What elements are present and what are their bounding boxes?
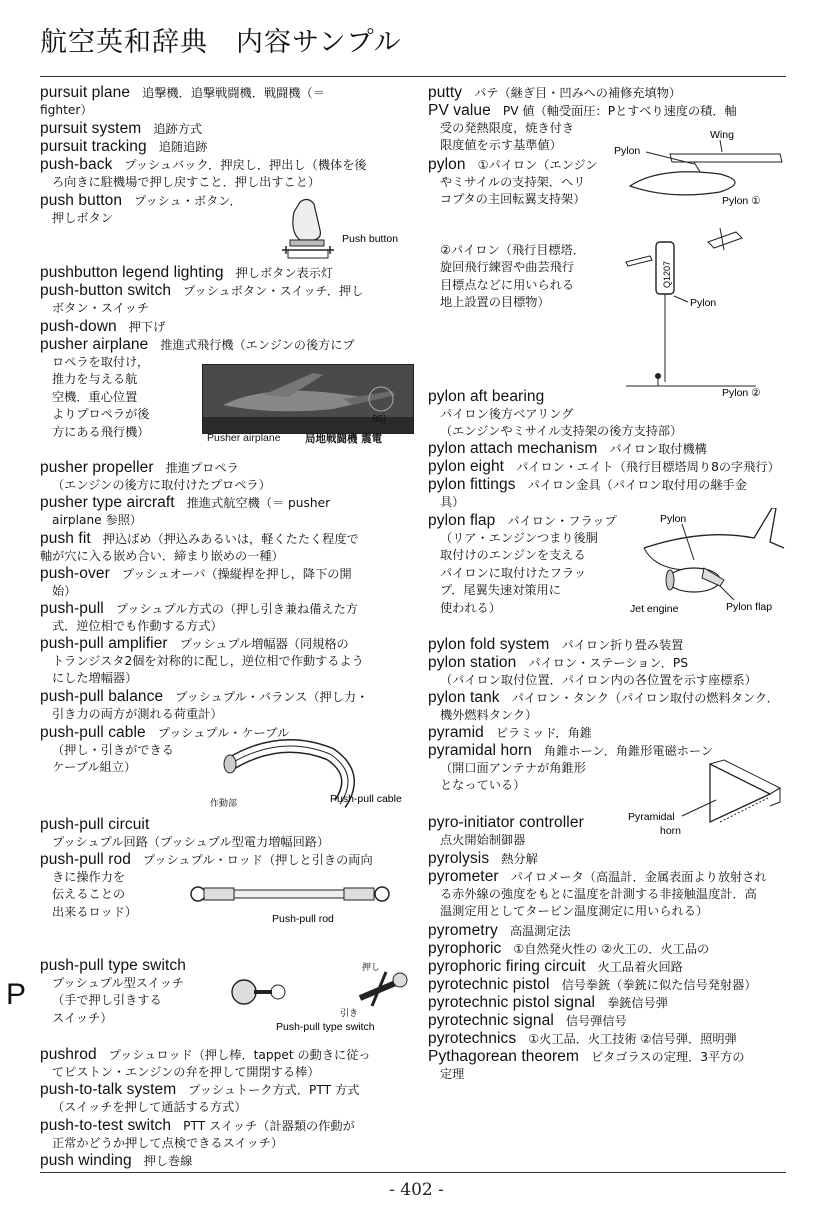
push-pull-cable-figure bbox=[190, 734, 410, 816]
headword: pyrotechnic signal bbox=[428, 1012, 554, 1029]
definition-cont: となっている） bbox=[440, 778, 526, 793]
definition-cont: （エンジンやミサイル支持架の後方支持部） bbox=[440, 424, 683, 439]
pyramidal-horn-figure bbox=[620, 758, 788, 840]
cable-end bbox=[224, 755, 236, 773]
entry bbox=[428, 510, 617, 617]
definition: 信号拳銃（拳銃に似た信号発射器） bbox=[561, 978, 757, 992]
definition: ①パイロン（エンジン bbox=[477, 158, 598, 172]
figure-label: Push-pull cable bbox=[330, 793, 402, 805]
definition-cont: 出来るロッド） bbox=[52, 904, 138, 919]
definition: パイロン・エイト（飛行目標塔周り8の字飛行） bbox=[516, 460, 780, 474]
headword: pyrotechnic pistol bbox=[428, 976, 550, 993]
top-rule bbox=[40, 76, 786, 77]
headword: push-pull cable bbox=[40, 724, 146, 741]
headword: PV value bbox=[428, 102, 491, 119]
definition: 信号弾信号 bbox=[565, 1014, 627, 1028]
headword: pyramidal horn bbox=[428, 742, 532, 759]
entry bbox=[428, 474, 747, 511]
headword: pylon tank bbox=[428, 689, 500, 706]
entry bbox=[428, 974, 757, 994]
headword: pylon eight bbox=[428, 458, 505, 475]
entry bbox=[40, 1150, 192, 1170]
entry bbox=[428, 992, 668, 1012]
definition-cont: 温測定用としてタービン温度測定に用いられる） bbox=[440, 904, 709, 919]
definition-cont: 受の発熱限度，焼き付き bbox=[440, 121, 575, 135]
definition-cont: （リア・エンジンつまり後胴 bbox=[440, 531, 598, 545]
definition: プッシュオーバ（操縦桿を押し，降下の開 bbox=[121, 567, 352, 581]
entry bbox=[40, 528, 359, 565]
headword: push-back bbox=[40, 156, 113, 173]
definition: 角錐ホーン．角錐形電磁ホーン bbox=[543, 744, 714, 758]
definition-cont: プッシュプル回路（プッシュプル型電力増幅回路） bbox=[52, 835, 330, 849]
headword: pyrometry bbox=[428, 922, 498, 939]
entry bbox=[40, 1079, 359, 1116]
definition-cont: 正常かどうか押して点検できるスイッチ） bbox=[52, 1136, 284, 1150]
headword: push-to-talk system bbox=[40, 1081, 177, 1098]
figure-label: Pylon bbox=[614, 145, 641, 157]
headword: pylon fittings bbox=[428, 476, 516, 493]
entry bbox=[40, 955, 186, 1027]
definition: ①火工品．火工技術 ②信号弾．照明弾 bbox=[528, 1032, 737, 1046]
definition: プッシュロッド（押し棒．tappet の動きに従っ bbox=[108, 1048, 371, 1062]
headword: pusher propeller bbox=[40, 459, 154, 476]
figure-label: Push-pull rod bbox=[272, 913, 334, 925]
definition: 押込ばめ（押込みあるいは，軽くたたく程度で bbox=[102, 532, 359, 546]
definition-cont: （押し・引きができる bbox=[52, 743, 174, 757]
definition-cont: よりプロペラが後 bbox=[52, 407, 150, 422]
definition: ①自然発火性の ②火工の．火工品の bbox=[513, 942, 710, 956]
definition-cont: 地上設置の目標物） bbox=[440, 295, 550, 310]
figure-label-jp: 局地戦闘機 震電 bbox=[305, 433, 383, 445]
entry bbox=[428, 687, 779, 724]
headword: putty bbox=[428, 84, 463, 101]
pylon-wing-figure bbox=[610, 124, 788, 206]
entry bbox=[428, 652, 757, 689]
figure-label: Jet engine bbox=[630, 603, 679, 615]
definition-cont: ロペラを取付け， bbox=[52, 355, 150, 369]
definition-cont: （開口面アンテナが角錐形 bbox=[440, 761, 586, 775]
definition-cont: ②パイロン（飛行目標塔． bbox=[440, 243, 585, 257]
figure-label: Q1207 bbox=[662, 260, 672, 288]
entry bbox=[428, 1028, 737, 1048]
headword: pyrometer bbox=[428, 868, 499, 885]
push-pull-switch-figure bbox=[220, 954, 412, 1034]
definition: プッシュトーク方式．PTT 方式 bbox=[188, 1083, 360, 1097]
page-number: - 402 - bbox=[389, 1180, 444, 1200]
entry bbox=[40, 136, 207, 156]
headword: pylon flap bbox=[428, 512, 496, 529]
definition: プッシュボタン・スイッチ．押し bbox=[183, 284, 364, 298]
headword: pylon bbox=[428, 156, 466, 173]
definition-cont: トランジスタ2個を対称的に配し，逆位相で作動するよう bbox=[52, 654, 364, 668]
headword: push-pull type switch bbox=[40, 957, 186, 974]
definition-cont: にした増幅器） bbox=[52, 671, 138, 686]
definition-cont: プッシュプル型スイッチ bbox=[52, 976, 184, 990]
definition: 高温測定法 bbox=[509, 924, 571, 938]
definition-cont: る赤外線の強度をもとに温度を計測する非接触温度計．高 bbox=[440, 887, 757, 901]
headword: push-button switch bbox=[40, 282, 172, 299]
entry bbox=[40, 262, 333, 282]
definition: パイロン折り畳み装置 bbox=[561, 638, 684, 652]
definition-cont: 式．逆位相でも作動する方式） bbox=[52, 619, 223, 633]
definition-cont: 限度値を示す基準値） bbox=[440, 138, 562, 153]
headword: pyrotechnic pistol signal bbox=[428, 994, 596, 1011]
definition-cont: ボタン・スイッチ bbox=[52, 301, 150, 315]
definition-cont: パイロンに取付けたフラッ bbox=[440, 565, 587, 580]
headword: pushbutton legend lighting bbox=[40, 264, 224, 281]
definition-cont: 具） bbox=[440, 495, 465, 509]
headword: push-pull amplifier bbox=[40, 635, 168, 652]
definition: 押し巻線 bbox=[143, 1154, 193, 1168]
headword: pyramid bbox=[428, 724, 484, 741]
headword: push button bbox=[40, 192, 123, 209]
entry bbox=[428, 722, 592, 742]
figure-label: Pyramidal bbox=[628, 811, 675, 823]
headword: pursuit plane bbox=[40, 84, 131, 101]
definition: 推進式航空機（＝ pusher bbox=[186, 496, 331, 510]
entry bbox=[40, 316, 165, 336]
definition-cont: スイッチ） bbox=[52, 1010, 113, 1025]
definition-cont: 定理 bbox=[440, 1067, 465, 1081]
headword: pusher airplane bbox=[40, 336, 149, 353]
definition: プッシュプル・ケーブル bbox=[157, 726, 290, 740]
figure-label: Pylon flap bbox=[726, 601, 773, 613]
definition-cont: fighter） bbox=[40, 103, 93, 117]
entry bbox=[40, 598, 358, 635]
figure-label: Pusher airplane bbox=[207, 432, 281, 444]
definition: プッシュプル増幅器（同規格の bbox=[179, 637, 349, 651]
headword: pyrophoric firing circuit bbox=[428, 958, 586, 975]
entry bbox=[428, 848, 538, 868]
airplane-icon bbox=[626, 256, 652, 266]
figure-label: Pylon bbox=[660, 513, 687, 525]
headword: push-down bbox=[40, 318, 117, 335]
figure-label-jp: 引き bbox=[340, 1009, 359, 1019]
headword: push-over bbox=[40, 565, 110, 582]
definition: プッシュバック．押戻し．押出し（機体を後 bbox=[124, 158, 367, 172]
entry bbox=[428, 1010, 627, 1030]
entry bbox=[428, 956, 683, 976]
entry bbox=[40, 154, 367, 191]
push-button-figure bbox=[260, 192, 410, 264]
section-letter: P bbox=[6, 978, 27, 1011]
definition: プッシュ・ボタン． bbox=[134, 194, 242, 208]
definition-cont: 押しボタン bbox=[52, 211, 113, 225]
definition-cont: 目標点などに用いられる bbox=[440, 277, 575, 292]
definition: ピラミッド．角錐 bbox=[495, 726, 592, 740]
definition-cont: 空機．重心位置 bbox=[52, 389, 138, 404]
button-cap bbox=[290, 240, 324, 246]
entry bbox=[428, 456, 780, 476]
definition-cont: てピストン・エンジンの弁を押して開閉する棒） bbox=[52, 1065, 320, 1079]
entry bbox=[428, 154, 598, 209]
headword: push-pull circuit bbox=[40, 816, 150, 833]
definition: 拳銃信号弾 bbox=[607, 996, 668, 1010]
definition-cont: ケーブル組立） bbox=[52, 760, 137, 775]
definition-cont: 方にある飛行機） bbox=[52, 424, 150, 439]
definition: 押しボタン表示灯 bbox=[235, 266, 334, 280]
definition-cont: 伝えることの bbox=[52, 887, 126, 902]
figure-label: Push-pull type switch bbox=[276, 1021, 375, 1033]
figure-label-jp: 作動部 bbox=[210, 799, 238, 809]
figure-label: Pylon ① bbox=[722, 195, 761, 206]
entry bbox=[428, 1046, 745, 1083]
headword: push winding bbox=[40, 1152, 132, 1169]
button-base bbox=[282, 246, 334, 254]
entry bbox=[40, 82, 325, 119]
entry bbox=[428, 438, 707, 458]
definition: パイロメータ（高温計．金属表面より放射され bbox=[510, 870, 767, 884]
headword: pyrophoric bbox=[428, 940, 502, 957]
pylon-tower-figure bbox=[616, 222, 788, 402]
switch-knob-icon bbox=[232, 980, 256, 1004]
entry bbox=[428, 386, 682, 441]
button-housing bbox=[288, 250, 328, 258]
bottom-rule bbox=[40, 1172, 786, 1173]
definition: プッシュプル方式の（押し引き兼ね備えた方 bbox=[115, 602, 358, 616]
figure-label: Pylon ② bbox=[722, 387, 761, 399]
definition: PV 値（軸受面圧：Pとすべり速度の積．軸 bbox=[502, 104, 737, 118]
entry bbox=[40, 633, 364, 688]
page-title: 航空英和辞典 内容サンプル bbox=[40, 27, 402, 58]
definition: パイロン取付機構 bbox=[609, 442, 707, 456]
entry bbox=[40, 280, 363, 317]
entry bbox=[428, 938, 709, 958]
definition-cont: （手で押し引きする bbox=[52, 993, 162, 1008]
definition: パイロン・フラップ bbox=[507, 514, 617, 528]
headword: Pythagorean theorem bbox=[428, 1048, 579, 1065]
entry bbox=[428, 920, 571, 940]
definition-cont: 推力を与える航 bbox=[52, 372, 138, 387]
definition-cont: （エンジンの後方に取付けたプロペラ） bbox=[52, 478, 271, 492]
headword: pursuit tracking bbox=[40, 138, 147, 155]
definition: パイロン・ステーション．PS bbox=[528, 656, 688, 670]
entry bbox=[428, 634, 683, 654]
definition: パイロン金具（パイロン取付用の継手金 bbox=[527, 478, 747, 492]
definition: 推進プロペラ bbox=[165, 461, 239, 475]
definition-cont: airplane 参照） bbox=[52, 513, 143, 527]
definition-cont: プ．尾翼失速対策用に bbox=[440, 583, 561, 598]
headword: pyrolysis bbox=[428, 850, 490, 867]
definition: パイロン・タンク（パイロン取付の燃料タンク． bbox=[511, 691, 779, 705]
headword: pyrotechnics bbox=[428, 1030, 517, 1047]
entry bbox=[40, 563, 352, 600]
figure-label: 86) bbox=[372, 414, 387, 425]
definition: 追撃機．追撃戦闘機．戦闘機（＝ bbox=[142, 86, 325, 100]
definition-cont: 機外燃料タンク） bbox=[440, 708, 538, 722]
definition: プッシュプル・ロッド（押しと引きの両向 bbox=[142, 853, 373, 867]
headword: pyro-initiator controller bbox=[428, 814, 584, 831]
push-pull-rod-figure bbox=[186, 874, 412, 936]
airplane-icon bbox=[708, 232, 742, 248]
definition: 火工品着火回路 bbox=[597, 960, 683, 974]
definition: パテ（継ぎ目・凹みへの補修充填物） bbox=[474, 86, 682, 100]
entry bbox=[40, 1115, 355, 1152]
entry bbox=[428, 242, 585, 312]
definition: 熱分解 bbox=[501, 852, 538, 866]
pylon-flap-figure bbox=[624, 508, 788, 618]
horn-icon bbox=[710, 764, 770, 822]
headword: pusher type aircraft bbox=[40, 494, 175, 511]
figure-label: Pylon bbox=[690, 297, 717, 309]
entry bbox=[40, 814, 329, 851]
definition-cont: 軸が穴に入る嵌め合い．締まり嵌めの一種） bbox=[40, 549, 284, 563]
headword: pylon station bbox=[428, 654, 517, 671]
wing-shape bbox=[670, 154, 782, 162]
headword: pylon aft bearing bbox=[428, 388, 545, 405]
headword: push fit bbox=[40, 530, 91, 547]
definition: プッシュプル・バランス（押し力・ bbox=[175, 690, 369, 704]
entry bbox=[428, 866, 767, 921]
figure-label-jp: 押し bbox=[362, 963, 381, 973]
definition-cont: パイロン後方ベアリング bbox=[440, 407, 574, 421]
definition: 押下げ bbox=[128, 320, 166, 334]
definition-cont: 使われる） bbox=[440, 600, 501, 615]
definition-cont: ろ向きに駐機場で押し戻すこと．押し出すこと） bbox=[52, 175, 321, 189]
definition-cont: 引き力の両方が測れる荷重計） bbox=[52, 707, 223, 721]
finger-icon bbox=[293, 199, 321, 240]
headword: pylon fold system bbox=[428, 636, 550, 653]
headword: pushrod bbox=[40, 1046, 97, 1063]
definition: ピタゴラスの定理．3平方の bbox=[590, 1050, 745, 1064]
entry bbox=[40, 457, 271, 494]
headword: push-pull balance bbox=[40, 688, 164, 705]
definition: PTT スイッチ（計器類の作動が bbox=[183, 1119, 355, 1133]
definition-cont: きに操作力を bbox=[52, 870, 126, 884]
definition: 推進式飛行機（エンジンの後方にプ bbox=[160, 338, 355, 352]
entry bbox=[40, 1044, 371, 1081]
headword: push-to-test switch bbox=[40, 1117, 172, 1134]
definition-cont: コプタの主回転翼支持架） bbox=[440, 192, 586, 207]
entry bbox=[428, 812, 584, 849]
definition-cont: 始） bbox=[52, 584, 77, 598]
figure-label: horn bbox=[660, 825, 682, 837]
entry bbox=[40, 118, 202, 138]
missile-icon bbox=[630, 172, 735, 195]
figure-label: Wing bbox=[710, 129, 734, 141]
headword: push-pull rod bbox=[40, 851, 131, 868]
entry bbox=[40, 686, 368, 723]
figure-label: Push button bbox=[342, 233, 399, 245]
definition-cont: 点火開始制御器 bbox=[440, 833, 526, 847]
definition-cont: 取付けのエンジンを支える bbox=[440, 548, 586, 563]
definition-cont: 旋回飛行練習や曲芸飛行 bbox=[440, 260, 575, 275]
headword: pursuit system bbox=[40, 120, 142, 137]
headword: pylon attach mechanism bbox=[428, 440, 598, 457]
definition-cont: （パイロン取付位置．パイロン内の各位置を示す座標系） bbox=[440, 673, 757, 687]
definition: 追随追跡 bbox=[158, 140, 208, 154]
definition-cont: やミサイルの支持架．ヘリ bbox=[440, 175, 586, 189]
entry bbox=[428, 82, 681, 102]
entry bbox=[40, 492, 330, 529]
entry bbox=[40, 190, 242, 227]
headword: push-pull bbox=[40, 600, 104, 617]
definition: 追跡方式 bbox=[153, 122, 203, 136]
definition-cont: （スイッチを押して通話する方式） bbox=[52, 1100, 247, 1114]
